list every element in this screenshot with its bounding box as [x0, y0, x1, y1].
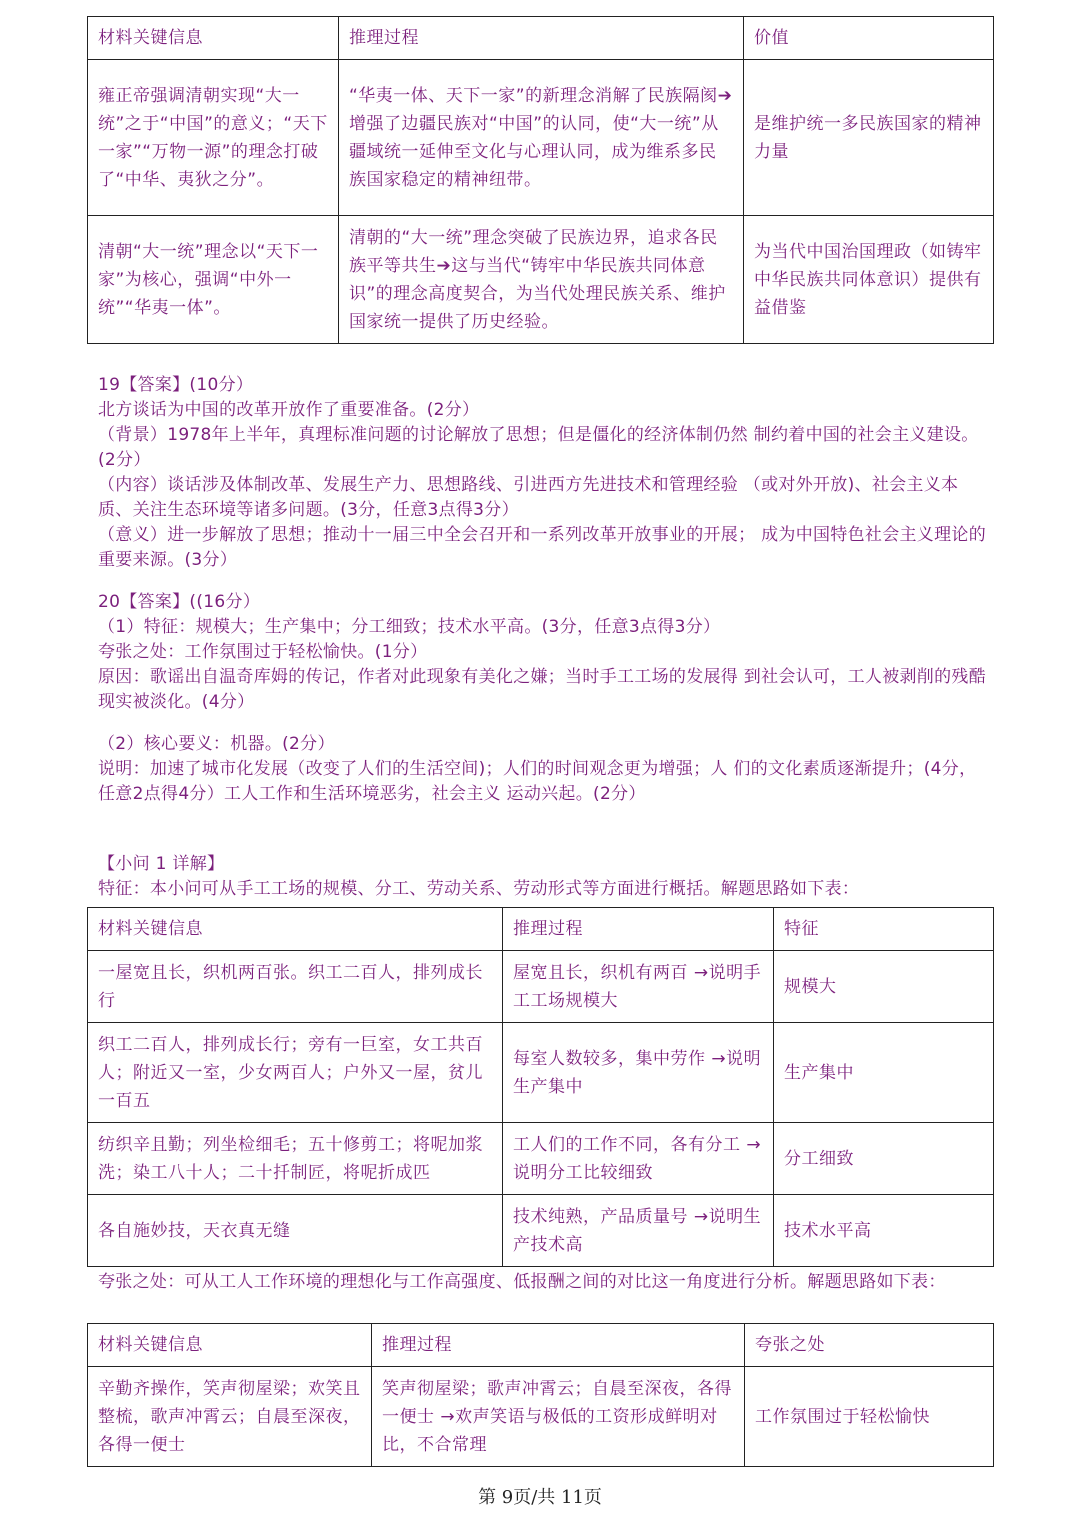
detail-title: 【小问 1 详解】	[98, 854, 225, 874]
header-cell: 推理过程	[339, 17, 744, 60]
table-cell: 工人们的工作不同，各有分工 →说明分工比较细致	[503, 1123, 774, 1195]
table-cell: 雍正帝强调清朝实现“大一统”之于“中国”的意义；“天下一家”“万物一源”的理念打破了“中华、夷狄之分”。	[88, 60, 339, 216]
table-cell: 笑声彻屋梁；歌声冲霄云；自晨至深夜，各得一便士 →欢声笑语与极低的工资形成鲜明对比，不合常理	[372, 1367, 745, 1467]
table-cell: 是维护统一多民族国家的精神力量	[744, 60, 994, 216]
table-cell: 生产集中	[774, 1023, 994, 1123]
header-cell: 推理过程	[372, 1324, 745, 1367]
answers-section	[98, 373, 986, 807]
exaggeration-intro	[98, 1268, 986, 1296]
table-cell: 纺织辛且勤；列坐检细毛；五十修剪工；将呢加浆洗；染工八十人；二十扦制匠，将呢折成匹	[88, 1123, 503, 1195]
header-cell: 材料关键信息	[88, 17, 339, 60]
table-cell: 每室人数较多，集中劳作 →说明生产集中	[503, 1023, 774, 1123]
table-header-row	[88, 17, 994, 60]
header-cell: 材料关键信息	[88, 1324, 372, 1367]
q19-line: （内容）谈话涉及体制改革、发展生产力、思想路线、引进西方先进技术和管理经验 （或对外开放)、社会主义本质、关注生态环境等诸多问题。(3分，任意3点得3分）	[98, 475, 959, 520]
table-row	[88, 1195, 994, 1267]
q19-line: （背景）1978年上半年，真理标准问题的讨论解放了思想；但是僵化的经济体制仍然 制约着中国的社会主义建设。(2分）	[98, 425, 979, 470]
q19-title: 19【答案】(10分）	[98, 375, 254, 395]
table-cell: 分工细致	[774, 1123, 994, 1195]
q20-title: 20【答案】((16分）	[98, 592, 261, 612]
exaggeration-intro-text: 夸张之处：可从工人工作环境的理想化与工作高强度、低报酬之间的对比这一角度进行分析。解题思路如下表：	[98, 1272, 946, 1292]
table-cell: 织工二百人，排列成长行；旁有一巨室，女工共百人；附近又一室，少女两百人；户外又一屋，贫儿一百五	[88, 1023, 503, 1123]
detail-section	[98, 852, 986, 902]
header-cell: 推理过程	[503, 908, 774, 951]
table-cell: 清朝“大一统”理念以“天下一家”为核心，强调“中外一统”“华夷一体”。	[88, 216, 339, 344]
table-row	[88, 60, 994, 216]
table-cell: “华夷一体、天下一家”的新理念消解了民族隔阂➔增强了边疆民族对“中国”的认同，使“大一统”从疆域统一延伸至文化与心理认同，成为维系多民族国家稳定的精神纽带。	[339, 60, 744, 216]
table-cell: 技术纯熟，产品质量号 →说明生产技术高	[503, 1195, 774, 1267]
exaggeration-table	[87, 1323, 994, 1467]
table-row	[88, 216, 994, 344]
header-cell: 特征	[774, 908, 994, 951]
header-cell: 价值	[744, 17, 994, 60]
value-table	[87, 16, 994, 344]
table-cell: 技术水平高	[774, 1195, 994, 1267]
table-row	[88, 951, 994, 1023]
q20-line: 夸张之处：工作氛围过于轻松愉快。(1分）	[98, 642, 428, 662]
table-cell: 一屋宽且长，织机两百张。织工二百人，排列成长行	[88, 951, 503, 1023]
table-row	[88, 1367, 994, 1467]
table-header-row	[88, 908, 994, 951]
q20-line: 原因：歌谣出自温奇库姆的传记，作者对此现象有美化之嫌；当时手工工场的发展得 到社会认可，工人被剥削的残酷现实被淡化。(4分）	[98, 667, 987, 712]
table-cell: 工作氛围过于轻松愉快	[745, 1367, 994, 1467]
table-cell: 各自施妙技，天衣真无缝	[88, 1195, 503, 1267]
table-cell: 清朝的“大一统”理念突破了民族边界，追求各民族平等共生➔这与当代“铸牢中华民族共同体意识”的理念高度契合，为当代处理民族关系、维护国家统一提供了历史经验。	[339, 216, 744, 344]
table-cell: 辛勤齐操作，笑声彻屋梁；欢笑且整梳，歌声冲霄云；自晨至深夜，各得一便士	[88, 1367, 372, 1467]
table-row	[88, 1123, 994, 1195]
q19-line: （意义）进一步解放了思想；推动十一届三中全会召开和一系列改革开放事业的开展； 成为中国特色社会主义理论的重要来源。(3分）	[98, 525, 987, 570]
header-cell: 夸张之处	[745, 1324, 994, 1367]
q20-line: 说明：加速了城市化发展（改变了人们的生活空间)；人们的时间观念更为增强；人 们的文化素质逐渐提升；(4分，任意2点得4分）工人工作和生活环境恶劣，社会主义 运动兴起。(2分）	[98, 759, 977, 804]
feature-table	[87, 907, 994, 1267]
table-row	[88, 1023, 994, 1123]
page-number: 第 9页/共 11页	[478, 1487, 602, 1508]
q20-line: （2）核心要义：机器。(2分）	[98, 734, 335, 754]
detail-intro: 特征：本小问可从手工工场的规模、分工、劳动关系、劳动形式等方面进行概括。解题思路如下表：	[98, 879, 860, 899]
table-cell: 规模大	[774, 951, 994, 1023]
table-header-row	[88, 1324, 994, 1367]
table-cell: 屋宽且长，织机有两百 →说明手工工场规模大	[503, 951, 774, 1023]
q19-line: 北方谈话为中国的改革开放作了重要准备。(2分）	[98, 400, 480, 420]
q20-line: （1）特征：规模大；生产集中；分工细致；技术水平高。(3分，任意3点得3分）	[98, 617, 721, 637]
table-cell: 为当代中国治国理政（如铸牢中华民族共同体意识）提供有益借鉴	[744, 216, 994, 344]
header-cell: 材料关键信息	[88, 908, 503, 951]
